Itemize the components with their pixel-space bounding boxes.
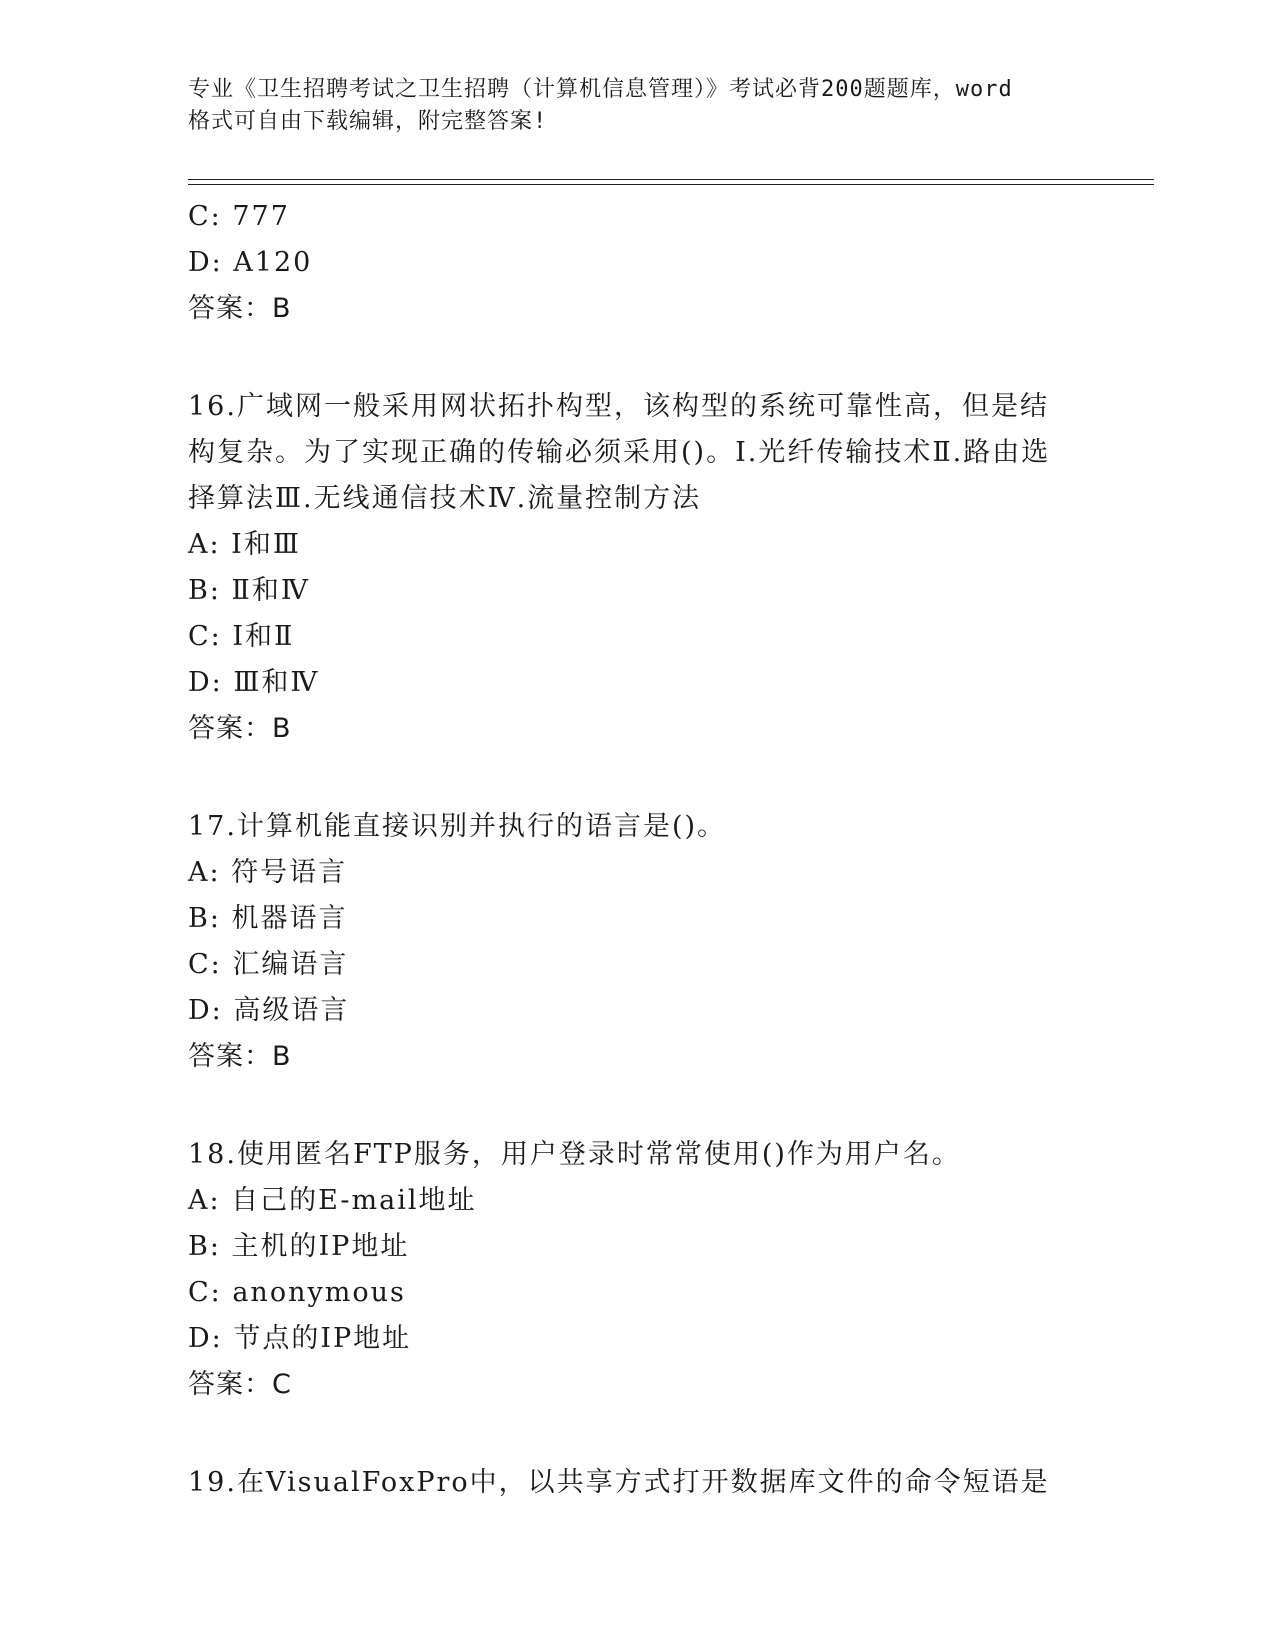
option-b: B: 主机的IP地址	[188, 1231, 410, 1262]
document-header	[188, 74, 1108, 138]
option-a: A: Ⅰ和Ⅲ	[188, 529, 301, 560]
question-list	[188, 194, 1108, 1506]
question-16	[188, 384, 1108, 752]
answer: 答案：C	[188, 1369, 292, 1400]
question-17	[188, 804, 1108, 1080]
question-18	[188, 1132, 1108, 1408]
header-divider-top	[188, 179, 1154, 180]
header-line-2: 格式可自由下载编辑，附完整答案!	[188, 109, 548, 134]
header-line-1: 专业《卫生招聘考试之卫生招聘（计算机信息管理）》考试必背200题题库，word	[188, 77, 1013, 102]
option-b: B: Ⅱ和Ⅳ	[188, 575, 310, 606]
option-c: C: 汇编语言	[188, 949, 349, 980]
option-c: C: anonymous	[188, 1277, 406, 1308]
answer: 答案：B	[188, 713, 292, 744]
option-d: D: Ⅲ和Ⅳ	[188, 667, 320, 698]
option-b: B: 机器语言	[188, 903, 348, 934]
option-a: A: 自己的E-mail地址	[188, 1185, 477, 1216]
question-stem: 19.在VisualFoxPro中，以共享方式打开数据库文件的命令短语是	[188, 1467, 1050, 1498]
question-stem: 18.使用匿名FTP服务，用户登录时常常使用()作为用户名。	[188, 1139, 961, 1170]
option-d: D: A120	[188, 247, 313, 278]
option-d: D: 节点的IP地址	[188, 1323, 412, 1354]
answer: 答案：B	[188, 293, 292, 324]
question-stem: 16.广域网一般采用网状拓扑构型，该构型的系统可靠性高，但是结构复杂。为了实现正确的传输必须采用()。Ⅰ.光纤传输技术Ⅱ.路由选择算法Ⅲ.无线通信技术Ⅳ.流量控制方法	[188, 391, 1051, 514]
option-c: C: Ⅰ和Ⅱ	[188, 621, 295, 652]
option-d: D: 高级语言	[188, 995, 350, 1026]
header-divider-bottom	[188, 184, 1154, 185]
question-stem: 17.计算机能直接识别并执行的语言是()。	[188, 811, 727, 842]
previous-question-tail	[188, 194, 1108, 332]
question-19	[188, 1460, 1108, 1506]
option-a: A: 符号语言	[188, 857, 348, 888]
option-c: C: 777	[188, 201, 290, 232]
answer: 答案：B	[188, 1041, 292, 1072]
